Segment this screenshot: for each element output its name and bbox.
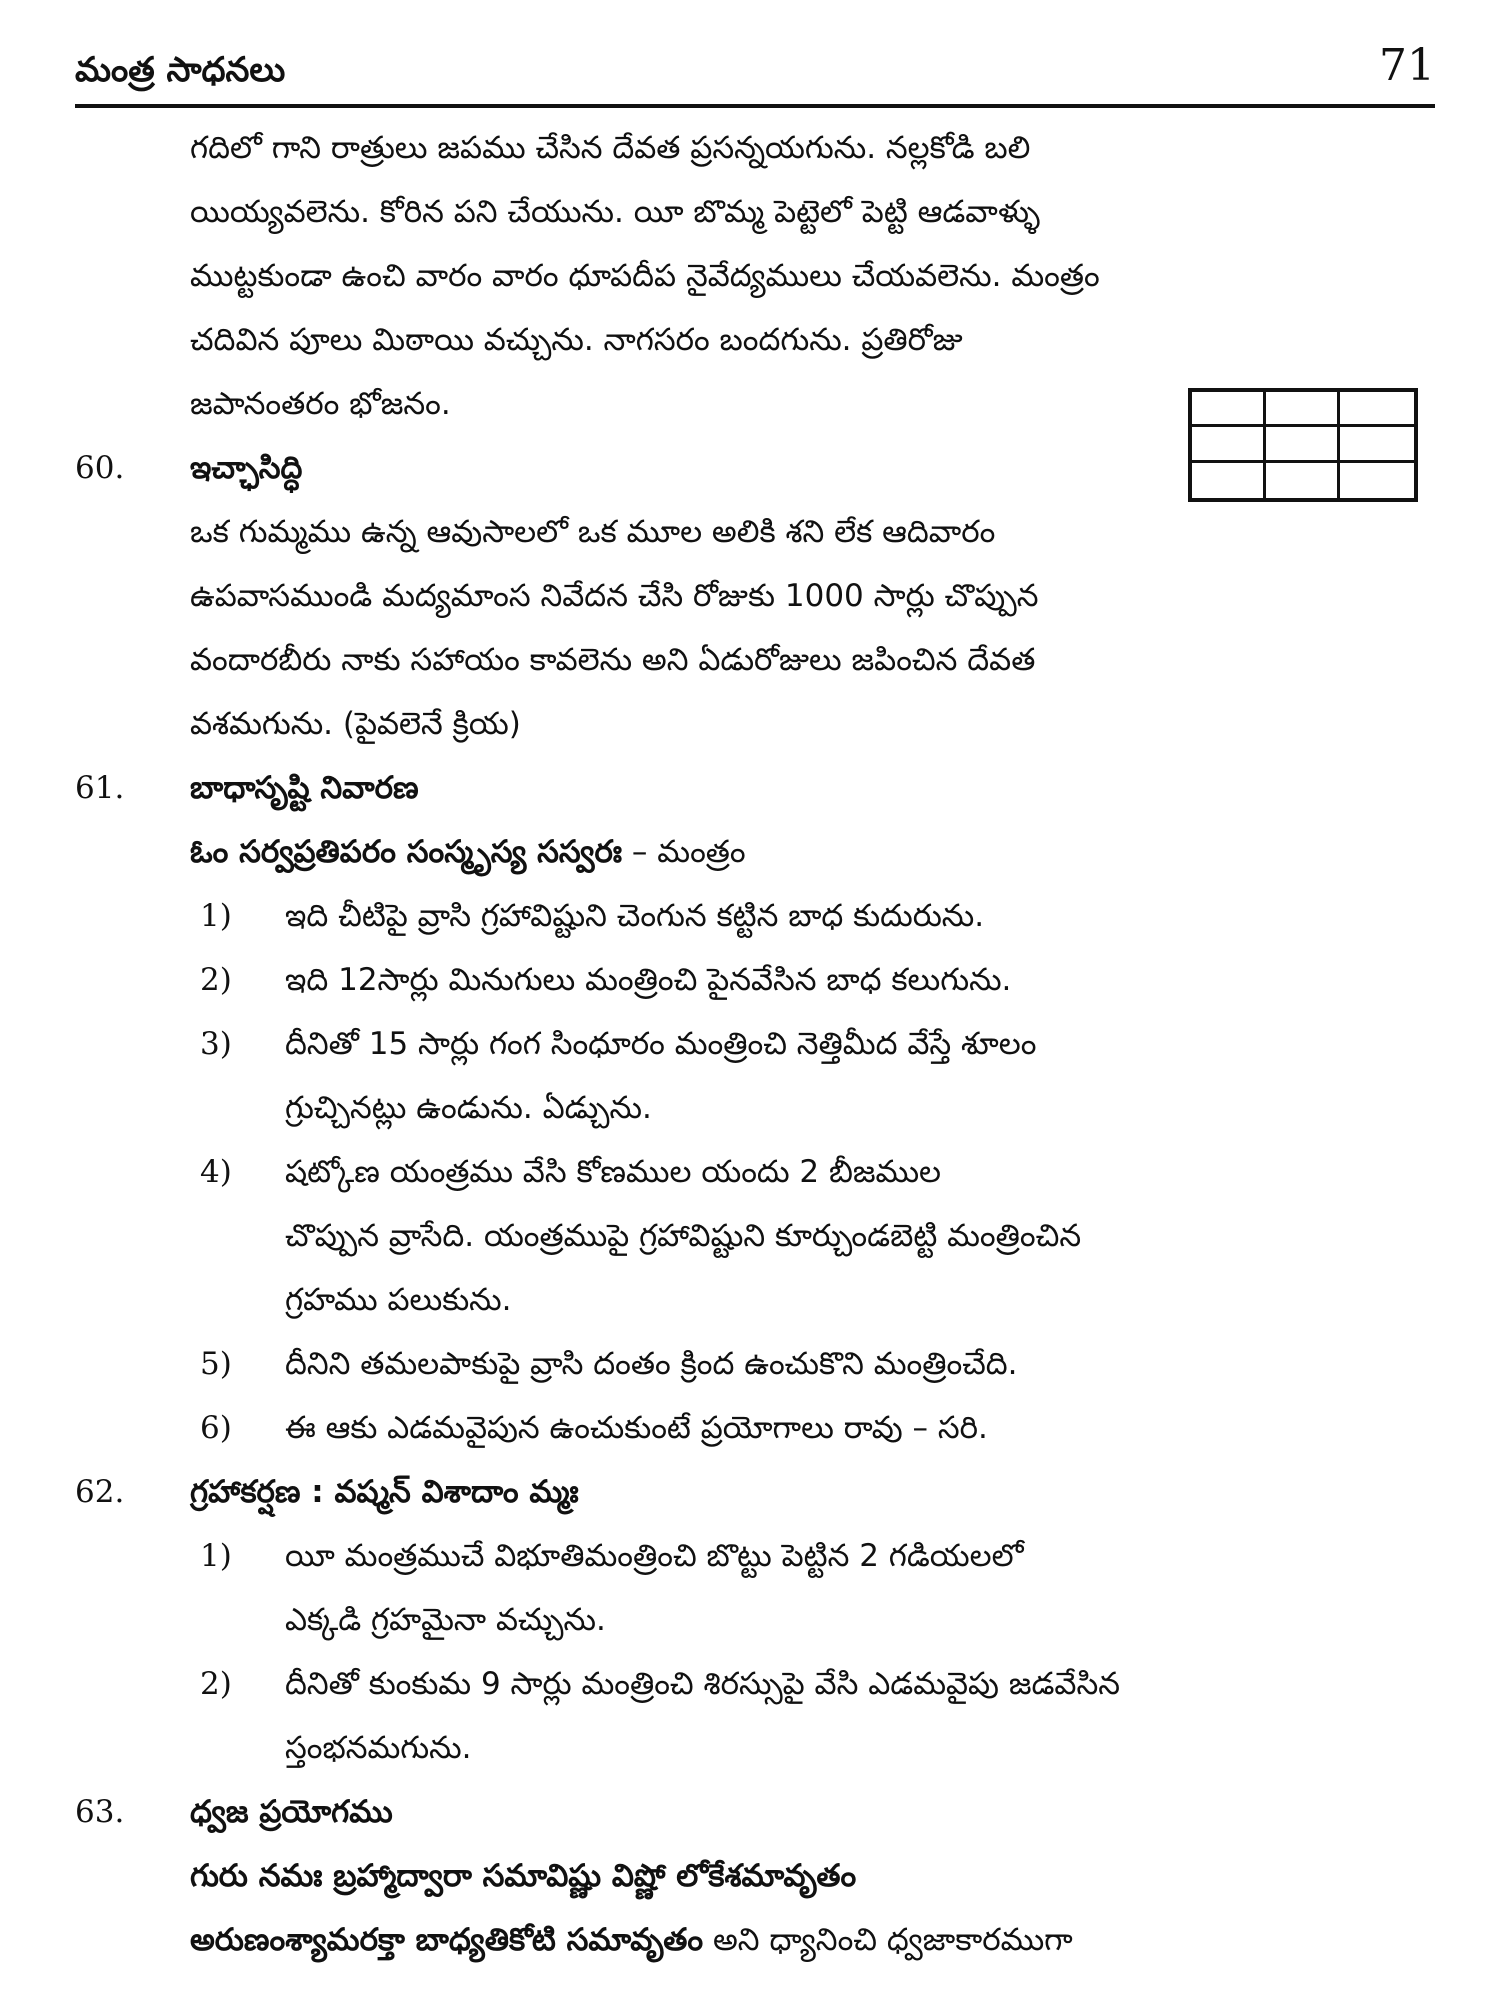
text-line: ఒక గుమ్మము ఉన్న ఆవుసాలలో ఒక మూల అలికి శని లేక ఆదివారం [190,514,996,550]
list-item [75,1332,1440,1396]
section-number: 61. [75,770,125,806]
text-line: షట్కోణ యంత్రము వేసి కోణముల యందు 2 బీజముల [285,1154,942,1190]
list-item [75,948,1440,1012]
section-63-heading [75,1780,1440,1844]
page-body [75,116,1440,1972]
section-title: ధ్వజ ప్రయోగము [190,1794,393,1830]
list-item [75,1524,1440,1652]
item-number: 2) [200,1666,232,1702]
text-line: దీనిని తమలపాకుపై వ్రాసి దంతం క్రింద ఉంచుకొని మంత్రించేది. [285,1346,1018,1382]
mantra-suffix: – మంత్రం [622,834,746,870]
text-line: ఉపవాసముండి మద్యమాంస నివేదన చేసి రోజుకు 1000 సార్లు చొప్పున [190,578,1039,614]
running-title: మంత్ర సాధనలు [75,50,286,90]
section-number: 63. [75,1794,125,1830]
text-line: చొప్పున వ్రాసేది. యంత్రముపై గ్రహావిష్టుని కూర్చుండబెట్టి మంత్రించిన [285,1218,1082,1254]
section-number: 60. [75,450,125,486]
section-60-body [75,500,1440,756]
text-line: చదివిన పూలు మిఠాయి వచ్చును. నాగసరం బందగును. ప్రతిరోజు [190,322,963,358]
text-line: దీనితో 15 సార్లు గంగ సింధూరం మంత్రించి నెత్తిమీద వేస్తే శూలం [285,1026,1037,1062]
text-line: జపానంతరం భోజనం. [190,386,451,422]
section-62-heading [75,1460,1440,1524]
item-number: 3) [200,1026,232,1062]
list-item [75,1652,1440,1780]
section-title: బాధాసృష్టి నివారణ [190,770,419,806]
item-number: 1) [200,898,232,934]
text-line: స్తంభనమగును. [285,1730,472,1766]
page-number: 71 [1379,40,1435,91]
list-item [75,1012,1440,1140]
item-number: 1) [200,1538,232,1574]
text-line: యీ మంత్రముచే విభూతిమంత్రించి బొట్టు పెట్టిన 2 గడియలలో [285,1538,1024,1574]
section-title: ఇచ్ఛాసిద్ధి [190,450,303,486]
item-number: 2) [200,962,232,998]
text-line: గ్రుచ్చినట్లు ఉండును. ఏడ్చును. [285,1090,652,1126]
text-line: వందారబీరు నాకు సహాయం కావలెను అని ఏడురోజులు జపించిన దేవత [190,642,1036,678]
text-line: గదిలో గాని రాత్రులు జపము చేసిన దేవత ప్రసన్నయగును. నల్లకోడి బలి [190,130,1031,166]
page-header [75,40,1435,98]
item-number: 5) [200,1346,232,1382]
item-number: 6) [200,1410,232,1446]
section-61-mantra [75,820,1440,884]
mantra-text: ఓం సర్వప్రతిపరం సంస్మృస్య సస్వరః [190,834,623,870]
text-line: ఈ ఆకు ఎడమవైపున ఉంచుకుంటే ప్రయోగాలు రావు – సరి. [285,1410,988,1446]
section-60-heading [75,436,1440,500]
section-title: గ్రహాకర్షణ : వష్మన్ విశాదాం మ్మః [190,1474,579,1510]
text-line: ముట్టకుండా ఉంచి వారం వారం ధూపదీప నైవేద్యములు చేయవలెను. మంత్రం [190,258,1100,294]
section-number: 62. [75,1474,125,1510]
text-line: యియ్యవలెను. కోరిన పని చేయును. యీ బొమ్మ పెట్టెలో పెట్టి ఆడవాళ్ళు [190,194,1041,230]
text-line: వశమగును. (పైవలెనే క్రియ) [190,706,521,742]
list-item [75,1396,1440,1460]
list-item [75,1140,1440,1332]
intro-paragraph [75,116,1440,436]
text-line: ఎక్కడి గ్రహమైనా వచ్చును. [285,1602,606,1638]
mantra-text: అరుణంశ్యామరక్తా బాధ్యతికోటి సమావృతం [190,1922,704,1958]
list-item [75,884,1440,948]
text-line: ఇది 12సార్లు మినుగులు మంత్రించి పైనవేసిన బాధ కలుగును. [285,962,1012,998]
section-61-heading [75,756,1440,820]
text-line: దీనితో కుంకుమ 9 సార్లు మంత్రించి శిరస్సుపై వేసి ఎడమవైపు జడవేసిన [285,1666,1120,1702]
text-line: గురు నమః బ్రహ్మాద్వారా సమావిష్ణు విష్ణో లోకేశమావృతం [190,1858,857,1894]
header-rule [75,104,1435,108]
text-line [190,1908,1440,1972]
item-number: 4) [200,1154,232,1190]
text-fragment: అని ధ్యానించి ధ్వజాకారముగా [703,1922,1073,1958]
text-line: ఇది చీటిపై వ్రాసి గ్రహావిష్టుని చెంగున కట్టిన బాధ కుదురును. [285,898,985,934]
section-63-body [75,1844,1440,1972]
text-line: గ్రహము పలుకును. [285,1282,512,1318]
